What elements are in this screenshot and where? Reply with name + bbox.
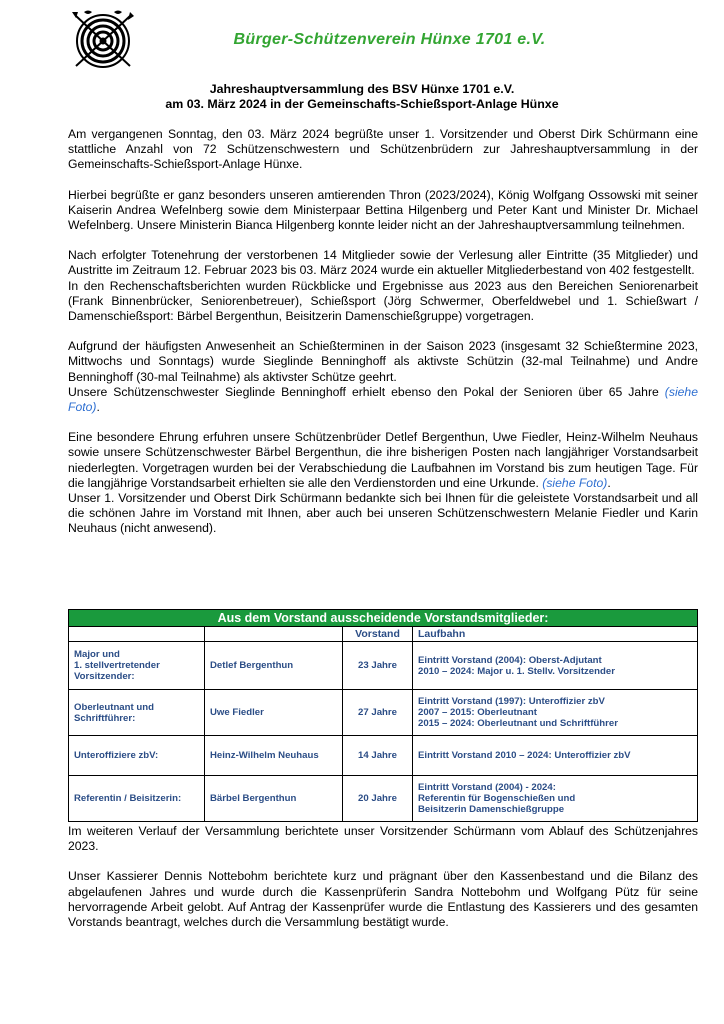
table-heading: Aus dem Vorstand ausscheidende Vorstandsmitglieder: <box>69 610 698 627</box>
paragraph-6-end: . <box>96 400 100 415</box>
table-row <box>69 776 698 822</box>
role-cell: Oberleutnant und Schriftführer: <box>69 690 205 736</box>
paragraph-7 <box>68 430 698 491</box>
photo-link[interactable]: (siehe Foto) <box>68 384 698 415</box>
role-cell: Major und 1. stellvertretender Vorsitzender: <box>69 642 205 690</box>
column-header-laufbahn: Laufbahn <box>413 627 698 642</box>
page-title <box>0 82 724 112</box>
paragraph-2: Hierbei begrüßte er ganz besonders unseren amtierenden Thron (2023/2024), König Wolfgang Ossowski mit seiner Kaiserin Andrea Wefelnberg sowie dem Ministerpaar Bettina Hilgenberg und Peter Kant und Minister Dr. Michael Wefelnberg. Unsere Ministerin Bianca Hilgenberg konnte leider nicht an der Jahreshauptversammlung teilnehmen. <box>68 187 698 233</box>
name-cell: Heinz-Wilhelm Neuhaus <box>205 736 343 776</box>
name-cell: Detlef Bergenthun <box>205 642 343 690</box>
role-cell: Referentin / Beisitzerin: <box>69 776 205 822</box>
years-cell: 27 Jahre <box>343 690 413 736</box>
paragraph-10: Unser Kassierer Dennis Nottebohm berichtete kurz und prägnant über den Kassenbestand und die Bilanz des abgelaufenen Jahres und wurde durch die Kassenprüferin Sandra Nottebohm und Wolfgang Pütz für seine hervorragende Arbeit gelobt. Auf Antrag der Kassenprüfer wurde die Entlastung des Kassierers und des gesamten Vorstands beantragt, welches durch die Versammlung bestätigt wurde. <box>68 869 698 930</box>
board-members-table <box>68 609 698 822</box>
table-row <box>69 690 698 736</box>
paragraph-3: Nach erfolgter Totenehrung der verstorbenen 14 Mitglieder sowie der Verlesung aller Eintritte (35 Mitglieder) und Austritte im Zeitraum 12. Februar 2023 bis 03. März 2024 wurde ein aktueller Mitgliederbestand von 402 festgestellt. <box>68 248 698 278</box>
title-line-2: am 03. März 2024 in der Gemeinschafts-Schießsport-Anlage Hünxe <box>165 97 559 111</box>
paragraph-6 <box>68 385 698 415</box>
table-row <box>69 642 698 690</box>
years-cell: 20 Jahre <box>343 776 413 822</box>
career-cell: Eintritt Vorstand (2004) - 2024: Referentin für Bogenschießen und Beisitzerin Damenschießgruppe <box>413 776 698 822</box>
paragraph-1: Am vergangenen Sonntag, den 03. März 2024 begrüßte unser 1. Vorsitzender und Oberst Dirk Schürmann eine stattliche Anzahl von 72 Schützenschwestern und Schützenbrüdern zur Jahreshauptversammlung in der Gemeinschafts-Schießsport-Anlage Hünxe. <box>68 127 698 172</box>
years-cell: 23 Jahre <box>343 642 413 690</box>
years-cell: 14 Jahre <box>343 736 413 776</box>
name-cell: Bärbel Bergenthun <box>205 776 343 822</box>
paragraph-8: Unser 1. Vorsitzender und Oberst Dirk Schürmann bedankte sich bei Ihnen für die geleistete Vorstandsarbeit und all die schönen Jahre im Vorstand mit Ihnen, aber auch bei unseren Schützenschwestern Melanie Fiedler und Karin Neuhaus (nicht anwesend). <box>68 491 698 536</box>
column-header-vorstand: Vorstand <box>343 627 413 642</box>
article-body <box>68 127 698 537</box>
club-name: Bürger-Schützenverein Hünxe 1701 e.V. <box>233 31 546 48</box>
table-heading-row <box>69 610 698 627</box>
table-row <box>69 736 698 776</box>
role-cell: Unteroffiziere zbV: <box>69 736 205 776</box>
paragraph-7-end: . <box>607 475 611 490</box>
table-header-row <box>69 627 698 642</box>
paragraph-9: Im weiteren Verlauf der Versammlung berichtete unser Vorsitzender Schürmann vom Ablauf des Schützenjahres 2023. <box>68 824 698 854</box>
paragraph-7-text: Eine besondere Ehrung erfuhren unsere Schützenbrüder Detlef Bergenthun, Uwe Fiedler, Heinz-Wilhelm Neuhaus sowie unsere Schützenschwester Bärbel Bergenthun, die ihre bisherigen Posten nach langjähriger Vorstandsarbeit niederlegten. Vorgetragen wurden bei der Verabschiedung die Laufbahnen im Vorstand bis zum heutigen Tage. Für die langjährige Vorstandsarbeit erhielten sie alle den Verdienstorden und eine Urkunde. <box>68 430 698 490</box>
career-cell: Eintritt Vorstand (1997): Unteroffizier zbV 2007 – 2015: Oberleutnant 2015 – 2024: Oberleutnant und Schriftführer <box>413 690 698 736</box>
paragraph-6-text: Unsere Schützenschwester Sieglinde Benninghoff erhielt ebenso den Pokal der Senioren über 65 Jahre <box>68 384 659 399</box>
name-cell: Uwe Fiedler <box>205 690 343 736</box>
article-body-continued <box>68 824 698 930</box>
career-cell: Eintritt Vorstand 2010 – 2024: Unteroffizier zbV <box>413 736 698 776</box>
paragraph-5: Aufgrund der häufigsten Anwesenheit an Schießterminen in der Saison 2023 (insgesamt 32 Schießtermine 2023, Mittwochs und Sonntags) wurde Sieglinde Benninghoff als aktivste Schützin (32-mal Teilnahme) und Andre Benninghoff (30-mal Teilnahme) als aktivster Schütze geehrt. <box>68 339 698 384</box>
paragraph-4: In den Rechenschaftsberichten wurden Rückblicke und Ergebnisse aus 2023 aus den Bereichen Seniorenarbeit (Frank Binnenbrücker, Seniorenbetreuer), Schießsport (Jörg Schwermer, Oberfeldwebel und 1. Schießwart / Damenschießsport: Bärbel Bergenthun, Beisitzerin Damenschießgruppe) vorgetragen. <box>68 278 698 324</box>
career-cell: Eintritt Vorstand (2004): Oberst-Adjutant 2010 – 2024: Major u. 1. Stellv. Vorsitzender <box>413 642 698 690</box>
photo-link[interactable]: (siehe Foto) <box>542 475 608 490</box>
title-line-1: Jahreshauptversammlung des BSV Hünxe 1701 e.V. <box>209 82 515 96</box>
